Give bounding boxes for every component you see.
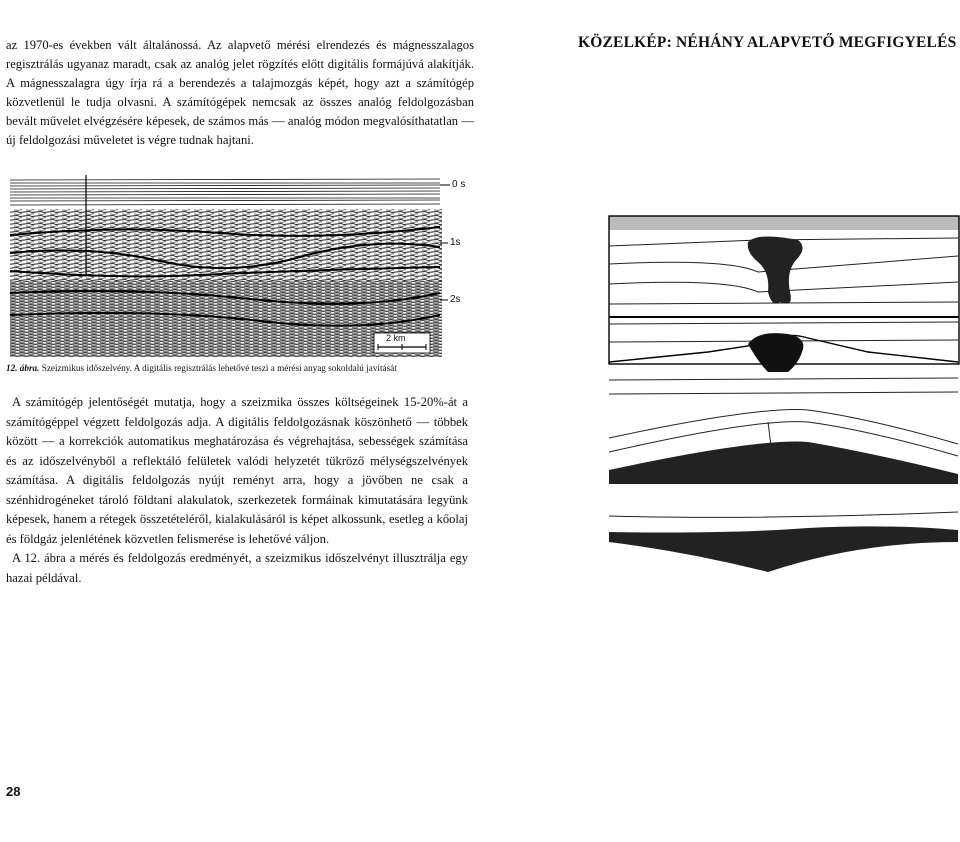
caption-number: 12. ábra. bbox=[6, 363, 40, 373]
figure-caption bbox=[6, 363, 476, 373]
page-number: 28 bbox=[6, 784, 21, 799]
body-text bbox=[6, 393, 468, 588]
time-label-2s: 2s bbox=[450, 294, 461, 305]
time-label-0s: 0 s bbox=[452, 179, 466, 190]
caption-text: Szeizmikus időszelvény. A digitális regisztrálás lehetővé teszi a mérési anyag sokoldalú javítását bbox=[39, 363, 397, 373]
seismic-section-figure bbox=[0, 175, 470, 360]
salt-dome-cross-sections bbox=[608, 212, 960, 612]
geology-diagrams bbox=[608, 212, 960, 612]
time-label-1s: 1s bbox=[450, 237, 461, 248]
body-paragraph-1: A számítógép jelentőségét mutatja, hogy a szeizmika összes költségeinek 15-20%-át a számítógéppel végzett feldolgozás adja. A digitális feldolgozásnak köszönhető — többek között — a korrekciók automatikus meghatározása és végrehajtása, sebességek számítása és az időszelvényből a reflektáló felületek valódi helyzetét tükröző mélységszelvények számítása. A digitális feldolgozás nyújt reményt arra, hogy a jövőben ne csak a szénhidrogéneket tároló földtani alakulatok, szerkezetek formáinak kimutatására legyünk képesek, hanem a rétegek összetételéről, kialakulásáról is képet alkossunk, esetleg a kőolaj és földgáz jelenlétének közvetlen felismerése is lehetővé váljon. bbox=[6, 395, 468, 546]
section-heading: KÖZELKÉP: NÉHÁNY ALAPVETŐ MEGFIGYELÉS bbox=[578, 34, 957, 51]
body-paragraph-2: A 12. ábra a mérés és feldolgozás eredményét, a szeizmikus időszelvényt illusztrálja egy hazai példával. bbox=[6, 551, 468, 585]
top-paragraph: az 1970-es években vált általánossá. Az alapvető mérési elrendezés és mágnesszalagos regisztrálás ugyanaz maradt, csak az analóg jelet rögzítés előtt digitális formájúvá alakítják. A mágnesszalagra úgy írja rá a berendezés a talajmozgás képét, hogy azt a számítógép közvetlenül le tudja olvasni. A számítógépek nemcsak az összes analóg feldolgozásban bevált művelet elvégzésére képesek, de számos más — analóg módon megvalósíthatatlan — új feldolgozási műveletet is végre tudnak hajtani. bbox=[6, 38, 474, 147]
scale-label: 2 km bbox=[386, 333, 406, 343]
